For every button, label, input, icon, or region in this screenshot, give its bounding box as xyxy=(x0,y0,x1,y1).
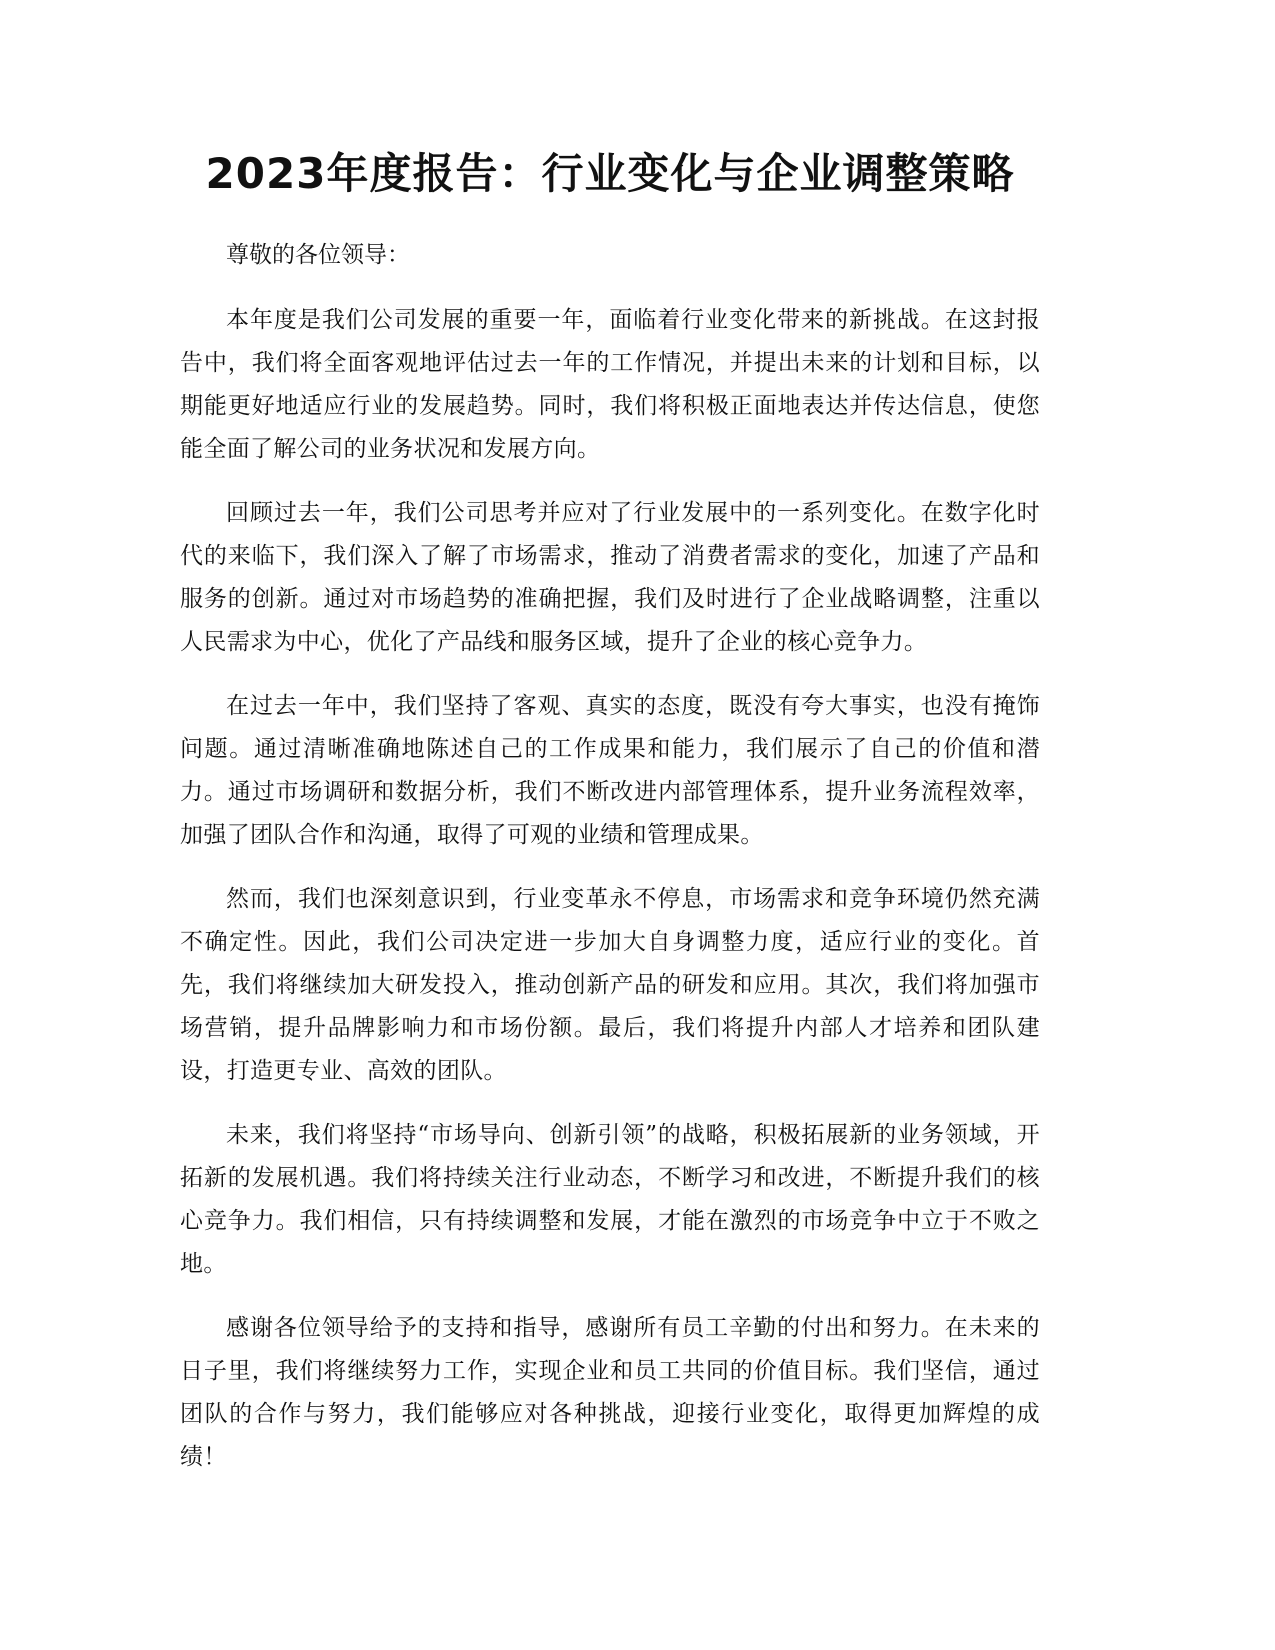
salutation: 尊敬的各位领导： xyxy=(226,242,410,268)
paragraph-6: 感谢各位领导给予的支持和指导，感谢所有员工辛勤的付出和努力。在未来的日子里，我们将继续努力工作，实现企业和员工共同的价值目标。我们坚信，通过团队的合作与努力，我们能够应对各种挑战，迎接行业变化，取得更加辉煌的成绩！ xyxy=(180,1315,1040,1470)
paragraph-5: 未来，我们将坚持“市场导向、创新引领”的战略，积极拓展新的业务领域，开拓新的发展机遇。我们将持续关注行业动态，不断学习和改进，不断提升我们的核心竞争力。我们相信，只有持续调整和发展，才能在激烈的市场竞争中立于不败之地。 xyxy=(180,1122,1040,1277)
paragraph-1: 本年度是我们公司发展的重要一年，面临着行业变化带来的新挑战。在这封报告中，我们将全面客观地评估过去一年的工作情况，并提出未来的计划和目标，以期能更好地适应行业的发展趋势。同时，我们将积极正面地表达并传达信息，使您能全面了解公司的业务状况和发展方向。 xyxy=(180,307,1040,462)
document-title: 2023年度报告：行业变化与企业调整策略 xyxy=(205,149,1015,198)
document-page xyxy=(180,140,1040,1500)
paragraph-2: 回顾过去一年，我们公司思考并应对了行业发展中的一系列变化。在数字化时代的来临下，我们深入了解了市场需求，推动了消费者需求的变化，加速了产品和服务的创新。通过对市场趋势的准确把握，我们及时进行了企业战略调整，注重以人民需求为中心，优化了产品线和服务区域，提升了企业的核心竞争力。 xyxy=(180,500,1040,655)
paragraph-3: 在过去一年中，我们坚持了客观、真实的态度，既没有夸大事实，也没有掩饰问题。通过清晰准确地陈述自己的工作成果和能力，我们展示了自己的价值和潜力。通过市场调研和数据分析，我们不断改进内部管理体系，提升业务流程效率，加强了团队合作和沟通，取得了可观的业绩和管理成果。 xyxy=(180,693,1040,848)
paragraph-4: 然而，我们也深刻意识到，行业变革永不停息，市场需求和竞争环境仍然充满不确定性。因此，我们公司决定进一步加大自身调整力度，适应行业的变化。首先，我们将继续加大研发投入，推动创新产品的研发和应用。其次，我们将加强市场营销，提升品牌影响力和市场份额。最后，我们将提升内部人才培养和团队建设，打造更专业、高效的团队。 xyxy=(180,886,1040,1084)
